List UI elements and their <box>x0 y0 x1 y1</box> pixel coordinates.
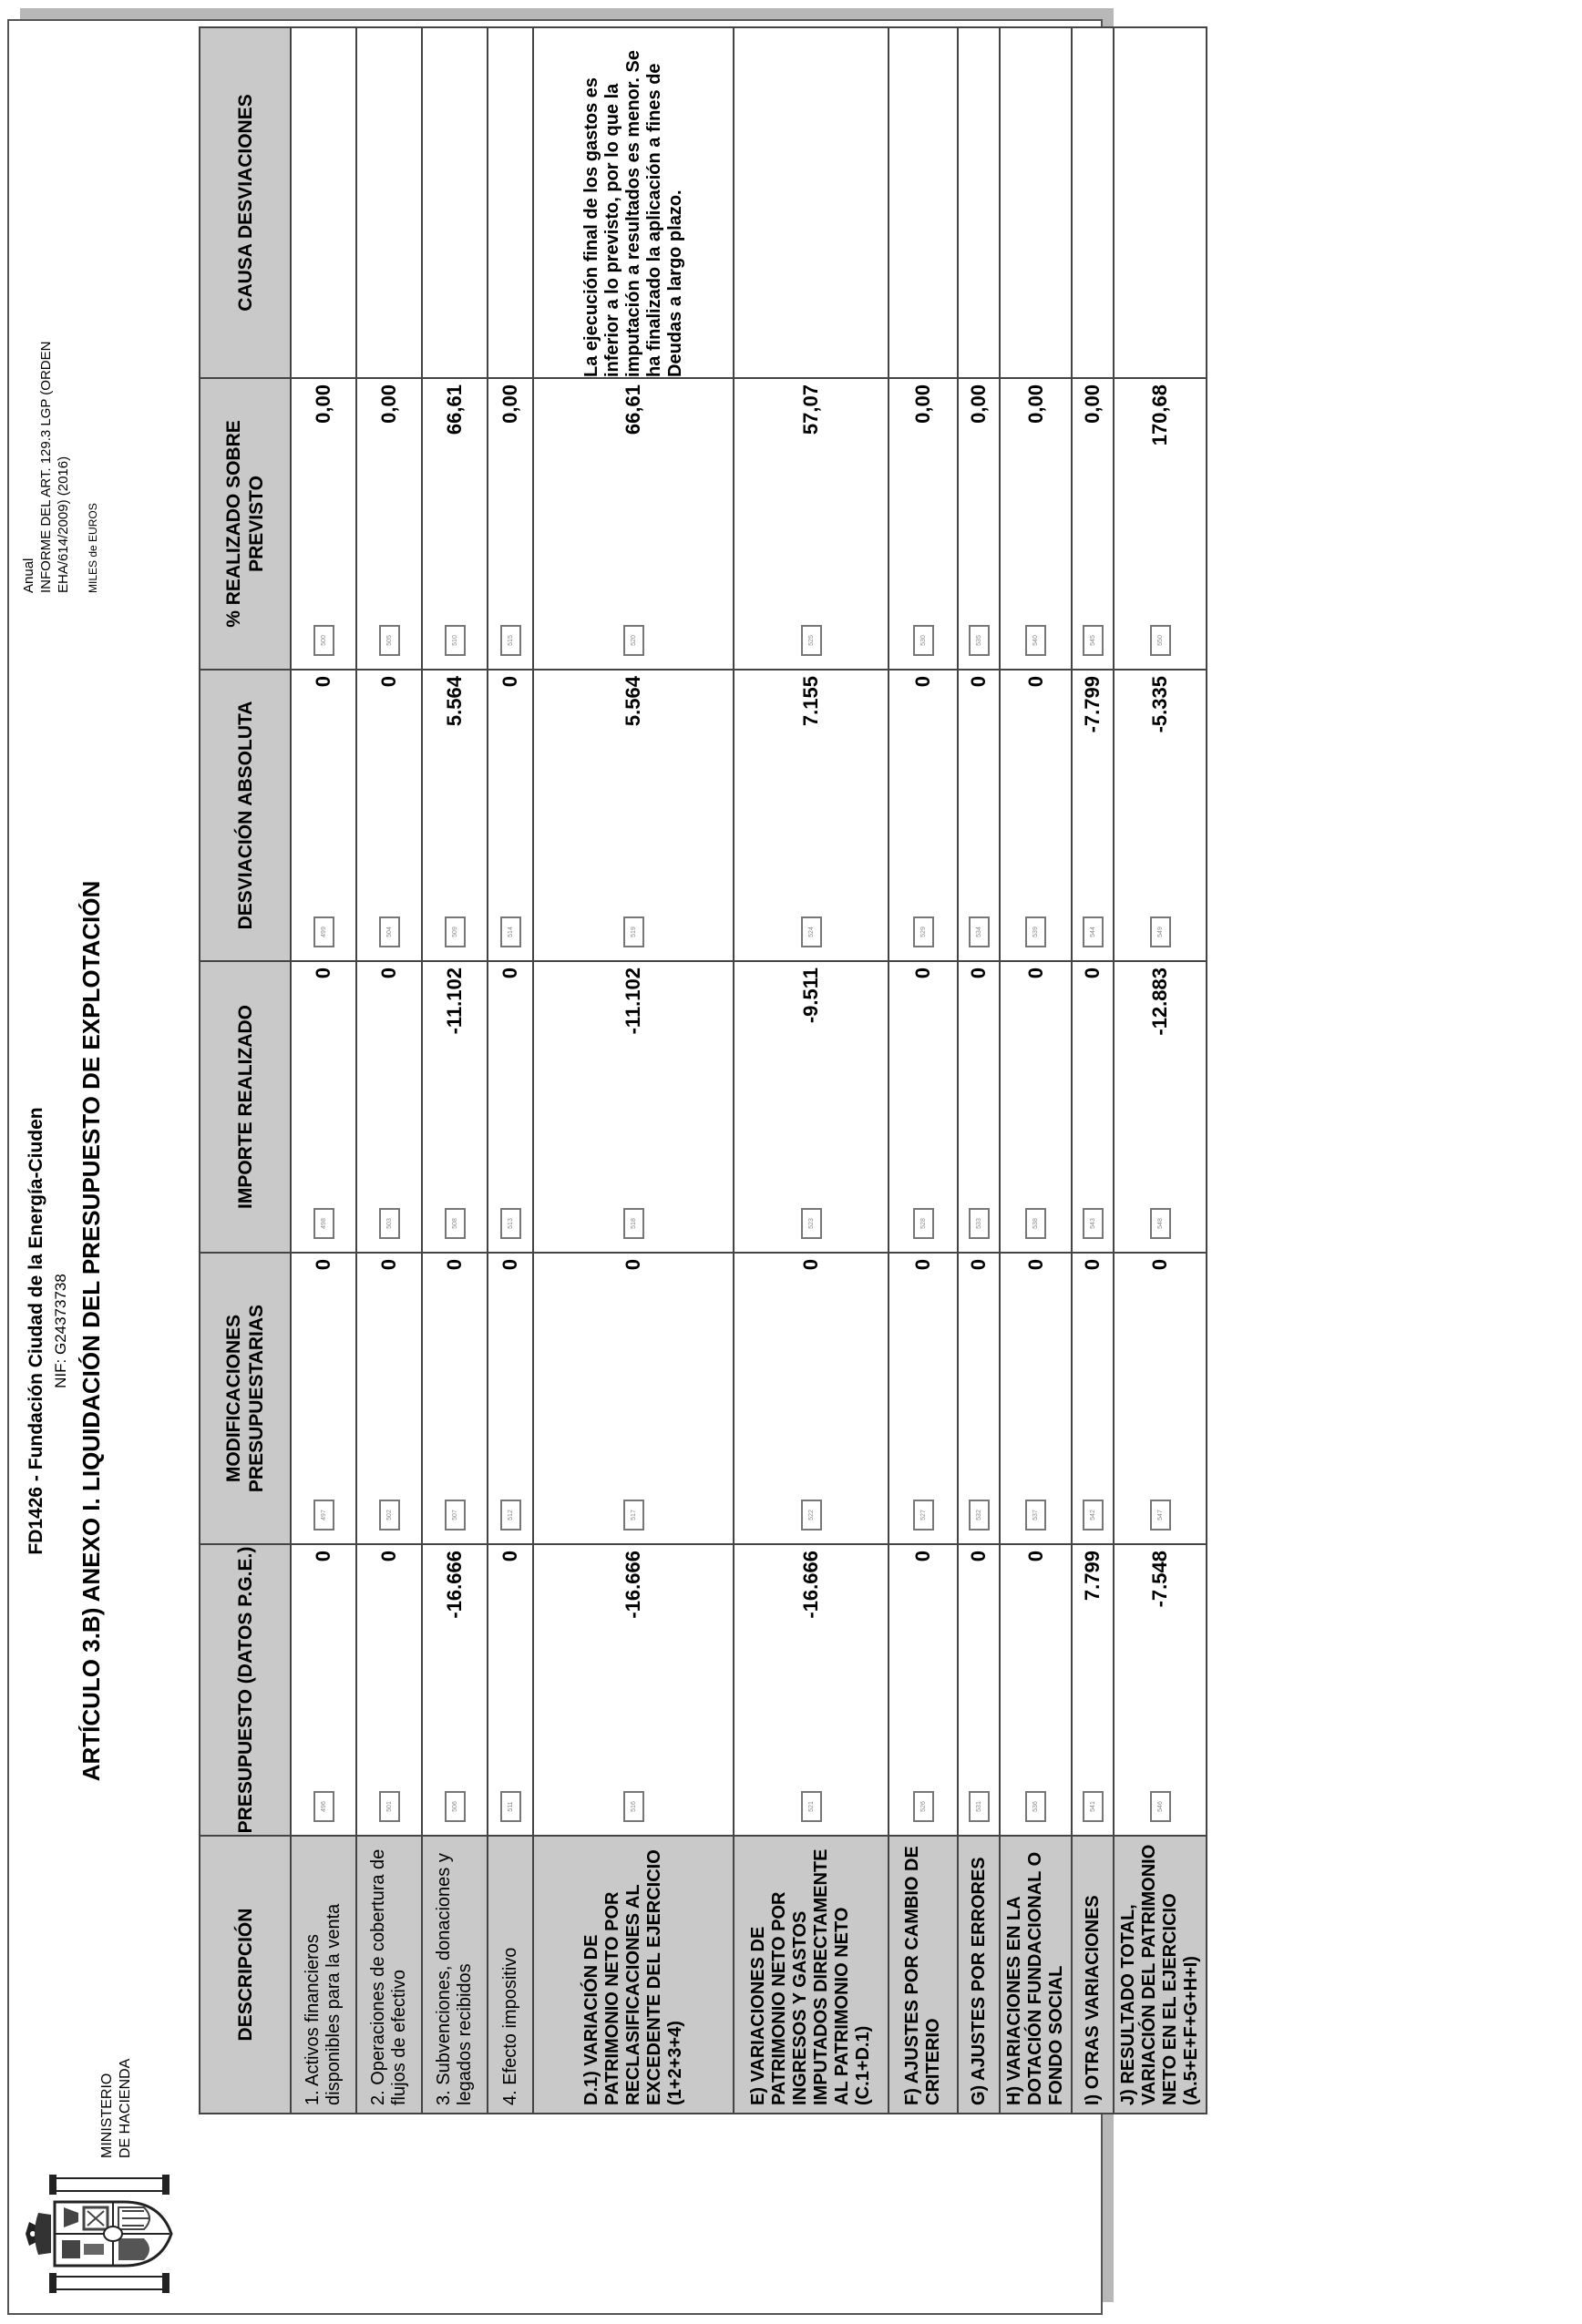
report-reference-line: INFORME DEL ART. 129.3 LGP (ORDEN <box>38 341 54 593</box>
field-code-box: 505 <box>379 625 400 656</box>
cell-value: -7.548 <box>1148 1551 1171 1608</box>
report-reference-line: EHA/614/2009) (2016) <box>56 456 71 593</box>
field-code-box: 506 <box>445 1791 466 1822</box>
field-code-box: 527 <box>913 1500 934 1531</box>
table-row <box>1114 27 1207 2114</box>
field-code-box: 504 <box>379 916 400 947</box>
field-code-box: 537 <box>1025 1500 1046 1531</box>
field-code-box: 540 <box>1025 625 1046 656</box>
table-header-row <box>200 27 291 2114</box>
field-code-box: 541 <box>1083 1791 1104 1822</box>
cell-value: 0 <box>799 1259 822 1271</box>
field-code-box: 529 <box>913 916 934 947</box>
field-code-box: 496 <box>313 1791 334 1822</box>
cell-value: -16.666 <box>799 1551 822 1619</box>
field-code-box: 523 <box>801 1208 822 1239</box>
table-row <box>1000 27 1072 2114</box>
cell-value: 5.564 <box>443 676 466 727</box>
cell-value: 0 <box>1023 967 1047 979</box>
cell-budget <box>734 1544 889 1836</box>
cell-actual-amount <box>1072 961 1114 1253</box>
cell-value: 0 <box>377 967 400 979</box>
cell-absolute-deviation <box>958 670 1000 961</box>
cell-budget <box>1000 1544 1072 1836</box>
row-description: I) OTRAS VARIACIONES <box>1072 1836 1114 2114</box>
cell-percent-realized <box>488 378 533 670</box>
row-deviation-cause: La ejecución final de los gastos es inferior a lo previsto, por lo que la imputación a resultados es menor. Se ha finalizado la aplicación a fines de Deudas a largo plazo. <box>533 27 734 378</box>
cell-value: 0 <box>498 676 521 688</box>
cell-value: -12.883 <box>1148 967 1171 1036</box>
cell-value: 0 <box>911 967 934 979</box>
cell-actual-amount <box>889 961 958 1253</box>
cell-value: 0 <box>443 1259 466 1271</box>
document-header <box>24 803 108 1859</box>
cell-value: 5.564 <box>622 676 644 727</box>
cell-percent-realized <box>734 378 889 670</box>
field-code-box: 512 <box>500 1500 521 1531</box>
column-header-deviation-cause: CAUSA DESVIACIONES <box>200 27 291 378</box>
cell-absolute-deviation <box>356 670 422 961</box>
cell-budget <box>1114 1544 1207 1836</box>
cell-modifications <box>422 1253 488 1544</box>
field-code-box: 519 <box>623 916 644 947</box>
cell-value: 0 <box>312 676 334 688</box>
cell-value: 0 <box>967 967 990 979</box>
page-title: ARTÍCULO 3.B) ANEXO I. LIQUIDACIÓN DEL PRESUPUESTO DE EXPLOTACIÓN <box>77 880 105 1782</box>
field-code-box: 510 <box>445 625 466 656</box>
cell-absolute-deviation <box>1072 670 1114 961</box>
table-row <box>291 27 356 2114</box>
cell-budget <box>356 1544 422 1836</box>
cell-absolute-deviation <box>488 670 533 961</box>
cell-absolute-deviation <box>291 670 356 961</box>
field-code-box: 517 <box>623 1500 644 1531</box>
cell-value: 0 <box>911 676 934 688</box>
field-code-box: 513 <box>500 1208 521 1239</box>
field-code-box: 546 <box>1150 1791 1171 1822</box>
cell-modifications <box>958 1253 1000 1544</box>
cell-modifications <box>356 1253 422 1544</box>
row-description: D.1) VARIACIÓN DE PATRIMONIO NETO POR RECLASIFICACIONES AL EXCEDENTE DEL EJERCICIO (1+2+3+4) <box>533 1836 734 2114</box>
cell-actual-amount <box>291 961 356 1253</box>
cell-modifications <box>291 1253 356 1544</box>
field-code-box: 538 <box>1025 1208 1046 1239</box>
cell-budget <box>958 1544 1000 1836</box>
cell-actual-amount <box>1114 961 1207 1253</box>
cell-absolute-deviation <box>1000 670 1072 961</box>
field-code-box: 534 <box>969 916 990 947</box>
field-code-box: 545 <box>1083 625 1104 656</box>
row-deviation-cause <box>1000 27 1072 378</box>
row-description: E) VARIACIONES DE PATRIMONIO NETO POR INGRESOS Y GASTOS IMPUTADOS DIRECTAMENTE AL PATRIMONIO NETO (C.1+D.1) <box>734 1836 889 2114</box>
cell-value: 0 <box>498 967 521 979</box>
cell-actual-amount <box>422 961 488 1253</box>
cell-modifications <box>1072 1253 1114 1544</box>
column-header-budget: PRESUPUESTO (DATOS P.G.E.) <box>200 1544 291 1836</box>
cell-value: 66,61 <box>622 384 644 435</box>
cell-percent-realized <box>889 378 958 670</box>
field-code-box: 548 <box>1150 1208 1171 1239</box>
budget-liquidation-table <box>199 26 1207 2114</box>
table-row <box>488 27 533 2114</box>
cell-percent-realized <box>533 378 734 670</box>
cell-actual-amount <box>958 961 1000 1253</box>
table-row <box>1072 27 1114 2114</box>
field-code-box: 524 <box>801 916 822 947</box>
field-code-box: 533 <box>969 1208 990 1239</box>
cell-modifications <box>889 1253 958 1544</box>
row-description: 2. Operaciones de cobertura de flujos de efectivo <box>356 1836 422 2114</box>
entity-name: FD1426 - Fundación Ciudad de la Energía-Ciuden <box>26 1107 46 1555</box>
cell-value: 0 <box>1148 1259 1171 1271</box>
field-code-box: 530 <box>913 625 934 656</box>
cell-value: -5.335 <box>1148 676 1171 733</box>
cell-value: 0,00 <box>377 384 400 424</box>
field-code-box: 509 <box>445 916 466 947</box>
field-code-box: 508 <box>445 1208 466 1239</box>
cell-absolute-deviation <box>734 670 889 961</box>
cell-percent-realized <box>1000 378 1072 670</box>
field-code-box: 511 <box>500 1791 521 1822</box>
cell-value: 0,00 <box>498 384 521 424</box>
row-description: J) RESULTADO TOTAL, VARIACIÓN DEL PATRIMONIO NETO EN EL EJERCICIO (A.5+E+F+G+H+I) <box>1114 1836 1207 2114</box>
table-row <box>422 27 488 2114</box>
cell-value: 0,00 <box>1081 384 1104 424</box>
column-header-actual-amount: IMPORTE REALIZADO <box>200 961 291 1253</box>
cell-budget <box>488 1544 533 1836</box>
row-deviation-cause <box>291 27 356 378</box>
field-code-box: 525 <box>801 625 822 656</box>
cell-value: 0 <box>377 1259 400 1271</box>
field-code-box: 518 <box>623 1208 644 1239</box>
cell-value: 0 <box>622 1259 644 1271</box>
cell-value: 7.155 <box>799 676 822 727</box>
field-code-box: 539 <box>1025 916 1046 947</box>
cell-value: 0 <box>1023 1551 1047 1562</box>
field-code-box: 500 <box>313 625 334 656</box>
cell-value: 0 <box>911 1259 934 1271</box>
row-deviation-cause <box>422 27 488 378</box>
cell-value: 0 <box>967 676 990 688</box>
cell-value: -11.102 <box>443 967 466 1035</box>
cell-value: 0 <box>312 1551 334 1562</box>
table-body <box>291 27 1207 2114</box>
field-code-box: 522 <box>801 1500 822 1531</box>
cell-value: 0 <box>377 1551 400 1562</box>
cell-absolute-deviation <box>889 670 958 961</box>
field-code-box: 531 <box>969 1791 990 1822</box>
table-row <box>889 27 958 2114</box>
field-code-box: 503 <box>379 1208 400 1239</box>
page-shadow <box>20 8 1114 19</box>
field-code-box: 549 <box>1150 916 1171 947</box>
cell-percent-realized <box>356 378 422 670</box>
cell-value: 0 <box>911 1551 934 1562</box>
cell-value: 0 <box>312 1259 334 1271</box>
cell-modifications <box>1000 1253 1072 1544</box>
row-deviation-cause <box>734 27 889 378</box>
field-code-box: 532 <box>969 1500 990 1531</box>
ministry-name <box>98 1958 135 2158</box>
cell-value: 0 <box>1081 967 1104 979</box>
cell-budget <box>1072 1544 1114 1836</box>
cell-budget <box>889 1544 958 1836</box>
table-row <box>533 27 734 2114</box>
row-deviation-cause <box>889 27 958 378</box>
field-code-box: 499 <box>313 916 334 947</box>
cell-budget <box>291 1544 356 1836</box>
cell-modifications <box>1114 1253 1207 1544</box>
cell-actual-amount <box>1000 961 1072 1253</box>
table-row <box>958 27 1000 2114</box>
report-info <box>20 83 102 593</box>
cell-value: 66,61 <box>443 384 466 435</box>
cell-value: 0 <box>498 1259 521 1271</box>
cell-value: 0 <box>377 676 400 688</box>
report-period: Anual <box>21 558 36 593</box>
cell-percent-realized <box>1072 378 1114 670</box>
field-code-box: 550 <box>1150 625 1171 656</box>
field-code-box: 515 <box>500 625 521 656</box>
row-deviation-cause <box>1114 27 1207 378</box>
cell-value: 0 <box>1081 1259 1104 1271</box>
row-description: 1. Activos financieros disponibles para la venta <box>291 1836 356 2114</box>
cell-value: 57,07 <box>799 384 822 435</box>
cell-percent-realized <box>422 378 488 670</box>
cell-actual-amount <box>533 961 734 1253</box>
row-description: F) AJUSTES POR CAMBIO DE CRITERIO <box>889 1836 958 2114</box>
cell-value: 0,00 <box>967 384 990 424</box>
field-code-box: 528 <box>913 1208 934 1239</box>
coat-of-arms-logo <box>24 2165 183 2302</box>
row-deviation-cause <box>1072 27 1114 378</box>
cell-value: -9.511 <box>799 967 822 1024</box>
entity-nif: NIF: G24373738 <box>52 1274 69 1388</box>
row-deviation-cause <box>958 27 1000 378</box>
cell-value: -7.799 <box>1081 676 1104 733</box>
cell-budget <box>422 1544 488 1836</box>
cell-value: 7.799 <box>1081 1551 1104 1602</box>
cell-value: 0,00 <box>1023 384 1047 424</box>
cell-value: 0 <box>312 967 334 979</box>
field-code-box: 535 <box>969 625 990 656</box>
cell-value: 0 <box>967 1551 990 1562</box>
cell-modifications <box>488 1253 533 1544</box>
field-code-box: 526 <box>913 1791 934 1822</box>
cell-value: 0 <box>498 1551 521 1562</box>
field-code-box: 497 <box>313 1500 334 1531</box>
field-code-box: 520 <box>623 625 644 656</box>
row-deviation-cause <box>356 27 422 378</box>
field-code-box: 514 <box>500 916 521 947</box>
cell-budget <box>533 1544 734 1836</box>
cell-value: 0 <box>1023 1259 1047 1271</box>
cell-value: 0,00 <box>911 384 934 424</box>
field-code-box: 542 <box>1083 1500 1104 1531</box>
cell-value: 0,00 <box>312 384 334 424</box>
row-description: 4. Efecto impositivo <box>488 1836 533 2114</box>
field-code-box: 547 <box>1150 1500 1171 1531</box>
cell-value: -11.102 <box>622 967 644 1035</box>
field-code-box: 536 <box>1025 1791 1046 1822</box>
ministry-line: DE HACIENDA <box>118 2058 133 2158</box>
table-row <box>356 27 422 2114</box>
cell-absolute-deviation <box>533 670 734 961</box>
cell-value: -16.666 <box>622 1551 644 1619</box>
cell-value: -16.666 <box>443 1551 466 1619</box>
cell-actual-amount <box>488 961 533 1253</box>
cell-percent-realized <box>1114 378 1207 670</box>
cell-actual-amount <box>356 961 422 1253</box>
cell-modifications <box>734 1253 889 1544</box>
row-description: 3. Subvenciones, donaciones y legados recibidos <box>422 1836 488 2114</box>
cell-value: 170,68 <box>1148 384 1171 446</box>
field-code-box: 516 <box>623 1791 644 1822</box>
field-code-box: 501 <box>379 1791 400 1822</box>
cell-percent-realized <box>291 378 356 670</box>
field-code-box: 502 <box>379 1500 400 1531</box>
row-description: G) AJUSTES POR ERRORES <box>958 1836 1000 2114</box>
row-description: H) VARIACIONES EN LA DOTACIÓN FUNDACIONAL O FONDO SOCIAL <box>1000 1836 1072 2114</box>
field-code-box: 544 <box>1083 916 1104 947</box>
row-deviation-cause <box>488 27 533 378</box>
table-row <box>734 27 889 2114</box>
cell-modifications <box>533 1253 734 1544</box>
cell-value: 0 <box>967 1259 990 1271</box>
cell-value: 0 <box>1023 676 1047 688</box>
column-header-description: DESCRIPCIÓN <box>200 1836 291 2114</box>
field-code-box: 498 <box>313 1208 334 1239</box>
units-label: MILES de EUROS <box>87 503 99 593</box>
field-code-box: 521 <box>801 1791 822 1822</box>
column-header-modifications: MODIFICACIONES PRESUPUESTARIAS <box>200 1253 291 1544</box>
ministry-line: MINISTERIO <box>99 2073 115 2158</box>
field-code-box: 507 <box>445 1500 466 1531</box>
cell-percent-realized <box>958 378 1000 670</box>
cell-actual-amount <box>734 961 889 1253</box>
cell-absolute-deviation <box>422 670 488 961</box>
column-header-percent-realized: % REALIZADO SOBRE PREVISTO <box>200 378 291 670</box>
rotated-form <box>7 8 1201 2315</box>
column-header-absolute-deviation: DESVIACIÓN ABSOLUTA <box>200 670 291 961</box>
field-code-box: 543 <box>1083 1208 1104 1239</box>
cell-absolute-deviation <box>1114 670 1207 961</box>
